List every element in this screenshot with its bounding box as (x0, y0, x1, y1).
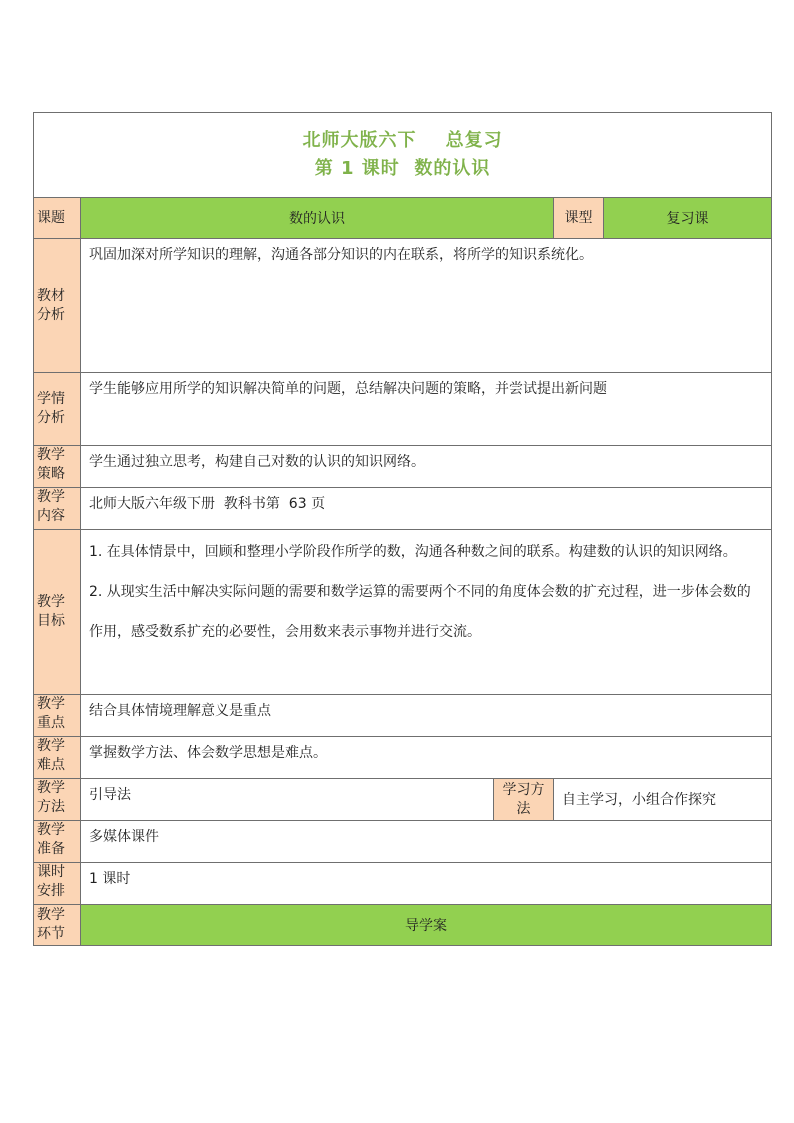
stage-row (34, 905, 772, 946)
prep-text: 多媒体课件 (81, 821, 772, 863)
schedule-label: 课时安排 (34, 863, 81, 905)
content-label: 教学内容 (34, 488, 81, 530)
learner-text: 学生能够应用所学的知识解决简单的问题，总结解决问题的策略，并尝试提出新问题 (81, 373, 772, 446)
learner-row (34, 373, 772, 446)
prep-label: 教学准备 (34, 821, 81, 863)
content-row (34, 488, 772, 530)
goals-label: 教学目标 (34, 530, 81, 695)
difficulty-label: 教学难点 (34, 737, 81, 779)
learner-label: 学情分析 (34, 373, 81, 446)
material-label: 教材分析 (34, 239, 81, 373)
schedule-row (34, 863, 772, 905)
goal-item-2: 2. 从现实生活中解决实际问题的需要和数学运算的需要两个不同的角度体会数的扩充过程，进一步体会数的作用，感受数系扩充的必要性，会用数来表示事物并进行交流。 (89, 584, 751, 640)
title-row (34, 113, 772, 198)
stage-label: 教学环节 (34, 905, 81, 946)
type-label: 课型 (554, 198, 604, 239)
type-value: 复习课 (604, 198, 772, 239)
study-method-label: 学习方法 (494, 779, 554, 821)
method-text: 引导法 (81, 779, 494, 821)
topic-row (34, 198, 772, 239)
strategy-row (34, 446, 772, 488)
goal-item-1: 1. 在具体情景中，回顾和整理小学阶段作所学的数，沟通各种数之间的联系。构建数的认识的知识网络。 (89, 544, 737, 560)
strategy-label: 教学策略 (34, 446, 81, 488)
key-row (34, 695, 772, 737)
stage-text: 导学案 (81, 905, 772, 946)
study-method-text: 自主学习，小组合作探究 (554, 779, 772, 821)
difficulty-row (34, 737, 772, 779)
method-label: 教学方法 (34, 779, 81, 821)
content-text: 北师大版六年级下册 教科书第 63 页 (81, 488, 772, 530)
title-line-1: 北师大版六下 总复习 (302, 130, 503, 151)
key-label: 教学重点 (34, 695, 81, 737)
schedule-text: 1 课时 (81, 863, 772, 905)
material-text: 巩固加深对所学知识的理解，沟通各部分知识的内在联系，将所学的知识系统化。 (81, 239, 772, 373)
goals-row (34, 530, 772, 695)
method-row (34, 779, 772, 821)
title-line-2: 第 1 课时 数的认识 (314, 158, 491, 179)
topic-value: 数的认识 (81, 198, 554, 239)
key-text: 结合具体情境理解意义是重点 (81, 695, 772, 737)
material-row (34, 239, 772, 373)
goals-cell (81, 530, 772, 695)
difficulty-text: 掌握数学方法、体会数学思想是难点。 (81, 737, 772, 779)
lesson-plan-table (33, 112, 772, 946)
strategy-text: 学生通过独立思考，构建自己对数的认识的知识网络。 (81, 446, 772, 488)
topic-label: 课题 (34, 198, 81, 239)
title-cell (34, 113, 772, 198)
prep-row (34, 821, 772, 863)
